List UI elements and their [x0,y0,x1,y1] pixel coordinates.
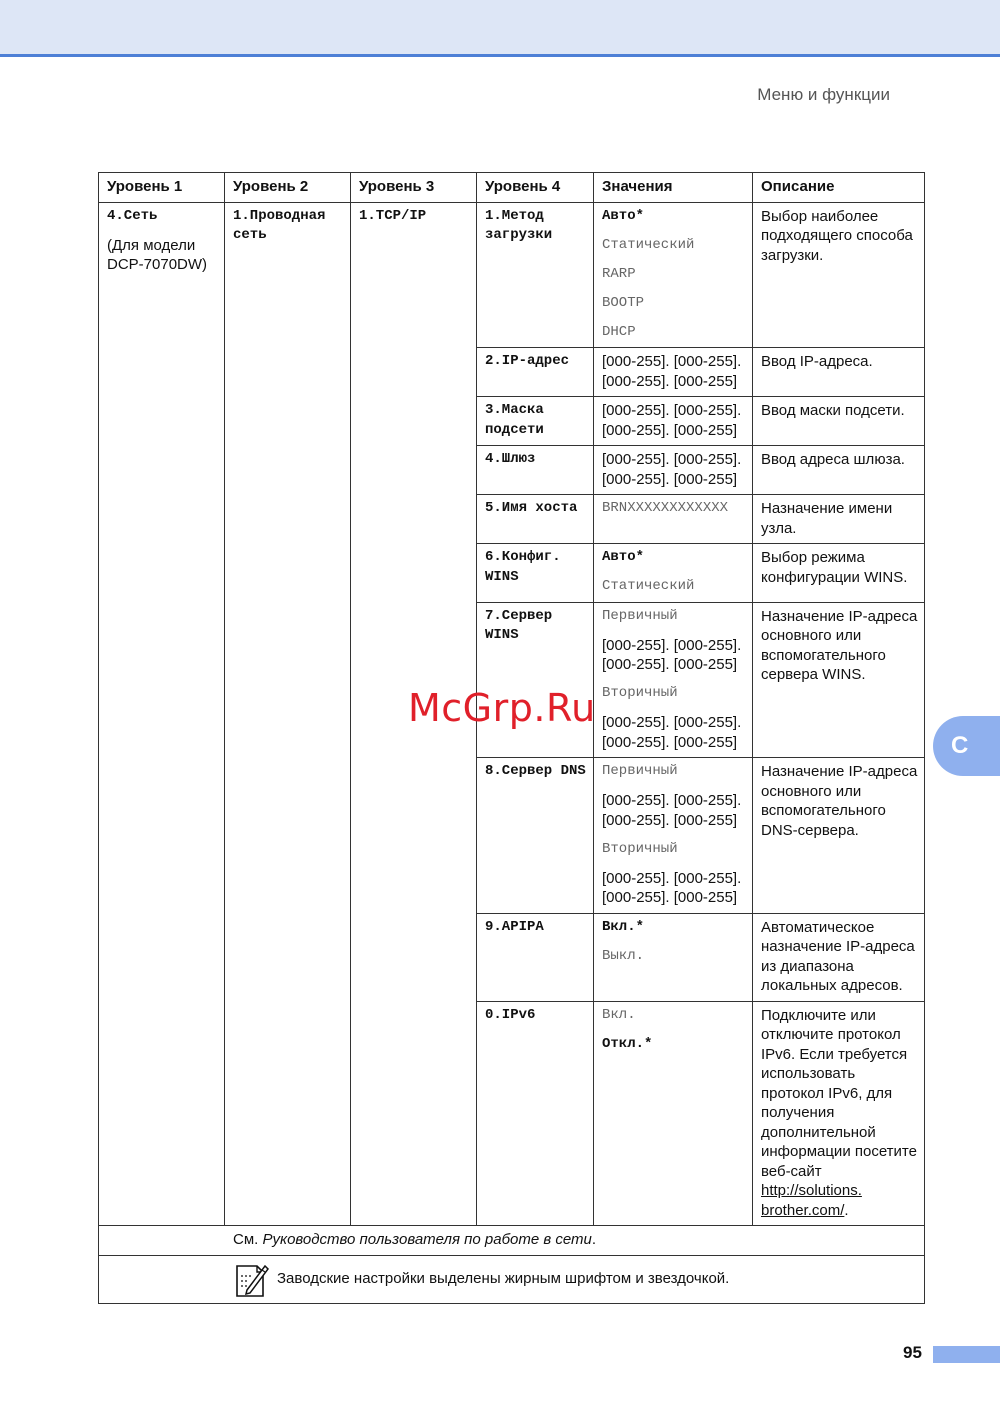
values-cell: BRNXXXXXXXXXXXX [594,495,753,544]
level4-cell: 2.IP-адрес [477,348,594,397]
level3-cell: 1.TCP/IP [351,202,477,1226]
reference-suffix: . [591,1231,597,1248]
level4-cell: 7.Сервер WINS [477,602,594,758]
menu-table [98,172,925,1304]
page-number-bar [933,1346,1000,1363]
values-cell [594,202,753,348]
level4-cell: 4.Шлюз [477,446,594,495]
value-label: Вторичный [602,685,678,701]
table-header-row [99,173,925,203]
value-default: Вкл.* [602,918,645,935]
value-range: [000-255]. [000-255]. [000-255]. [000-255] [602,869,742,906]
note-pencil-icon [233,1260,269,1298]
value-range: [000-255]. [000-255]. [000-255]. [000-255] [602,792,742,829]
description-text: Подключите или отключите протокол IPv6. Если требуется использовать протокол IPv6, для получения дополнительной информации посетите веб-сайт [761,1006,917,1180]
value-label: Первичный [602,607,678,624]
level4-cell: 3.Маска подсети [477,397,594,446]
description-cell: Назначение IP-адреса основного или вспомогательного DNS-сервера. [753,758,925,914]
col-header-level2: Уровень 2 [225,173,351,203]
value-option: BOOTP [602,294,645,311]
values-cell [594,913,753,1001]
level1-cell [99,202,225,1226]
top-header-band [0,0,1000,57]
description-cell: Назначение имени узла. [753,495,925,544]
level4-cell: 5.Имя хоста [477,495,594,544]
reference-title: Руководство пользователя по работе в сети [262,1231,592,1248]
running-title: Меню и функции [757,85,890,104]
footnote-text: Заводские настройки выделены жирным шрифтом и звездочкой. [277,1269,730,1287]
description-cell: Выбор режима конфигурации WINS. [753,544,925,603]
col-header-level3: Уровень 3 [351,173,477,203]
values-cell [594,1001,753,1226]
level4-cell: 6.Конфиг. WINS [477,544,594,603]
level1-note: (Для модели DCP-7070DW) [107,236,208,273]
value-label: Вторичный [602,840,678,857]
value-range: [000-255]. [000-255]. [000-255]. [000-255] [602,636,742,673]
reference-row [99,1226,925,1256]
page-number: 95 [903,1343,922,1362]
value-default: Откл.* [602,1035,653,1052]
value-option: Вкл. [602,1006,636,1023]
value-option: DHCP [602,323,636,340]
col-header-level4: Уровень 4 [477,173,594,203]
appendix-tab: C [933,716,1000,776]
level2-cell: 1.Проводная сеть [225,202,351,1226]
col-header-values: Значения [594,173,753,203]
description-cell [753,1001,925,1226]
values-cell: [000-255]. [000-255]. [000-255]. [000-255] [594,348,753,397]
description-cell: Назначение IP-адреса основного или вспомогательного сервера WINS. [753,602,925,758]
reference-prefix: См. [233,1231,259,1248]
col-header-level1: Уровень 1 [99,173,225,203]
values-cell [594,758,753,914]
values-cell [594,544,753,603]
value-default: Авто* [602,549,645,565]
description-cell: Ввод IP-адреса. [753,348,925,397]
col-header-description: Описание [753,173,925,203]
value-default: Авто* [602,207,645,224]
reference-cell [99,1226,925,1256]
table-row [99,202,925,348]
value-option: RARP [602,265,636,282]
footnote-cell [99,1255,925,1303]
description-cell: Выбор наиболее подходящего способа загрузки. [753,202,925,348]
description-cell: Автоматическое назначение IP-адреса из диапазона локальных адресов. [753,913,925,1001]
watermark: McGrp.Ru [408,686,596,730]
values-cell [594,602,753,758]
value-option: Статический [602,578,695,594]
values-cell: [000-255]. [000-255]. [000-255]. [000-255] [594,397,753,446]
solutions-link[interactable]: http://solutions. brother.com/ [761,1182,862,1219]
level1-code: 4.Сеть [107,207,158,224]
description-cell: Ввод адреса шлюза. [753,446,925,495]
level4-cell: 0.IPv6 [477,1001,594,1226]
description-cell: Ввод маски подсети. [753,397,925,446]
value-option: Выкл. [602,947,645,964]
value-option: Статический [602,236,695,253]
description-end: . [844,1201,849,1219]
level4-cell: 8.Сервер DNS [477,758,594,914]
value-label: Первичный [602,763,678,779]
value-range: [000-255]. [000-255]. [000-255]. [000-255] [602,714,742,751]
footnote-row [99,1255,925,1303]
level4-cell: 1.Метод загрузки [477,202,594,348]
level4-cell: 9.APIPA [477,913,594,1001]
values-cell: [000-255]. [000-255]. [000-255]. [000-255] [594,446,753,495]
